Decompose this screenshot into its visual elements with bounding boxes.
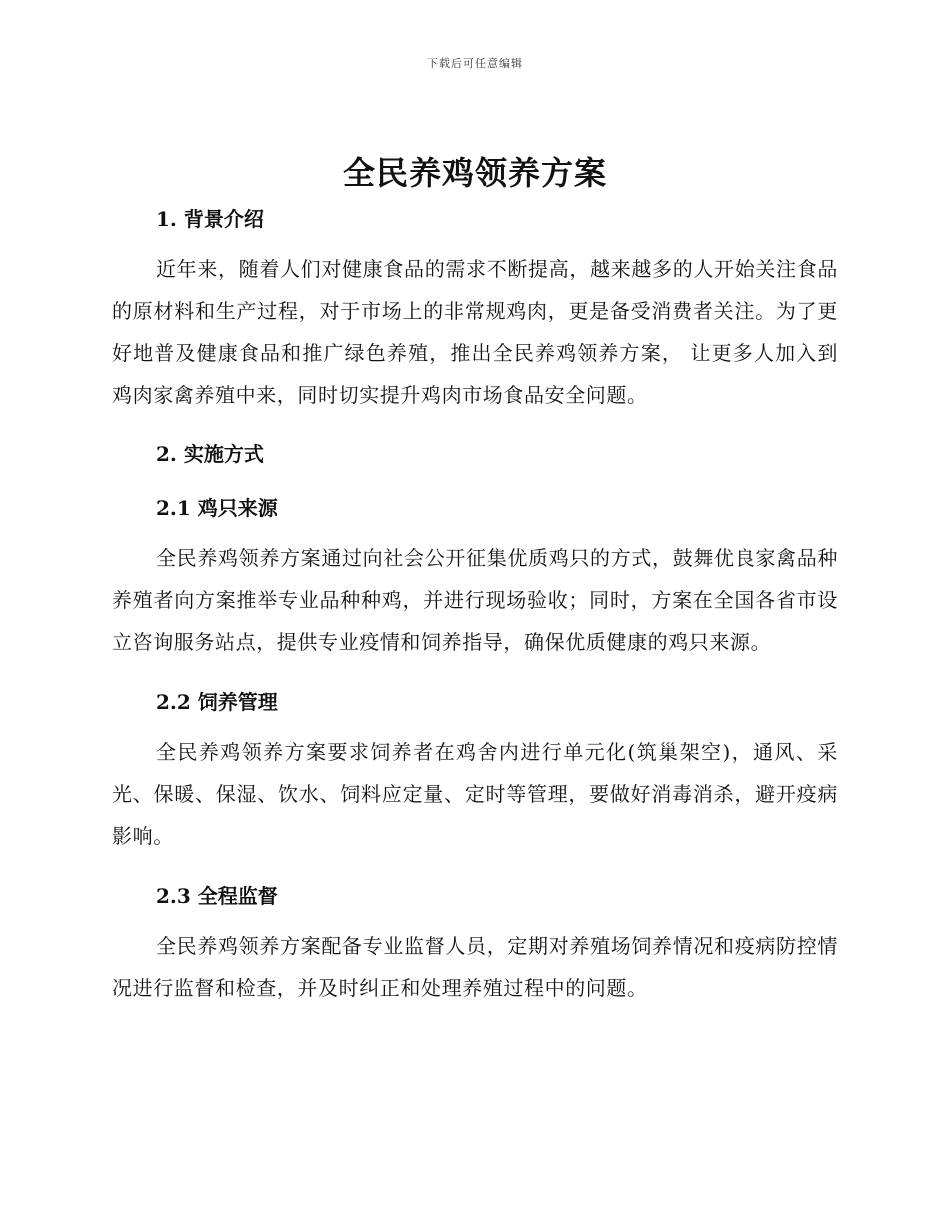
section-paragraph-chicken-source: 全民养鸡领养方案通过向社会公开征集优质鸡只的方式，鼓舞优良家禽品种养殖者向方案推举专业品种种鸡，并进行现场验收；同时，方案在全国各省市设立咨询服务站点，提供专业疫情和饲养指导，确保优质健康的鸡只来源。 [112,546,838,654]
section-heading-feeding-management: 2.2 饲养管理 [156,690,278,714]
section-heading-supervision: 2.3 全程监督 [156,884,278,908]
section-paragraph-feeding-management: 全民养鸡领养方案要求饲养者在鸡舍内进行单元化(筑巢架空)，通风、采光、保暖、保湿、饮水、饲料应定量、定时等管理，要做好消毒消杀，避开疫病影响。 [112,740,838,848]
section-paragraph-supervision: 全民养鸡领养方案配备专业监督人员，定期对养殖场饲养情况和疫病防控情况进行监督和检查，并及时纠正和处理养殖过程中的问题。 [112,934,838,1000]
document-title: 全民养鸡领养方案 [342,154,607,192]
section-paragraph-background: 近年来，随着人们对健康食品的需求不断提高，越来越多的人开始关注食品的原材料和生产过程，对于市场上的非常规鸡肉，更是备受消费者关注。为了更好地普及健康食品和推广绿色养殖，推出全民养鸡领养方案， 让更多人加入到鸡肉家禽养殖中来，同时切实提升鸡肉市场食品安全问题。 [112,257,838,407]
document-body [112,204,838,1009]
section-heading-chicken-source: 2.1 鸡只来源 [156,496,278,520]
section-heading-implementation: 2. 实施方式 [156,442,264,466]
header-note: 下载后可任意编辑 [427,57,523,70]
section-heading-background: 1. 背景介绍 [156,207,264,231]
